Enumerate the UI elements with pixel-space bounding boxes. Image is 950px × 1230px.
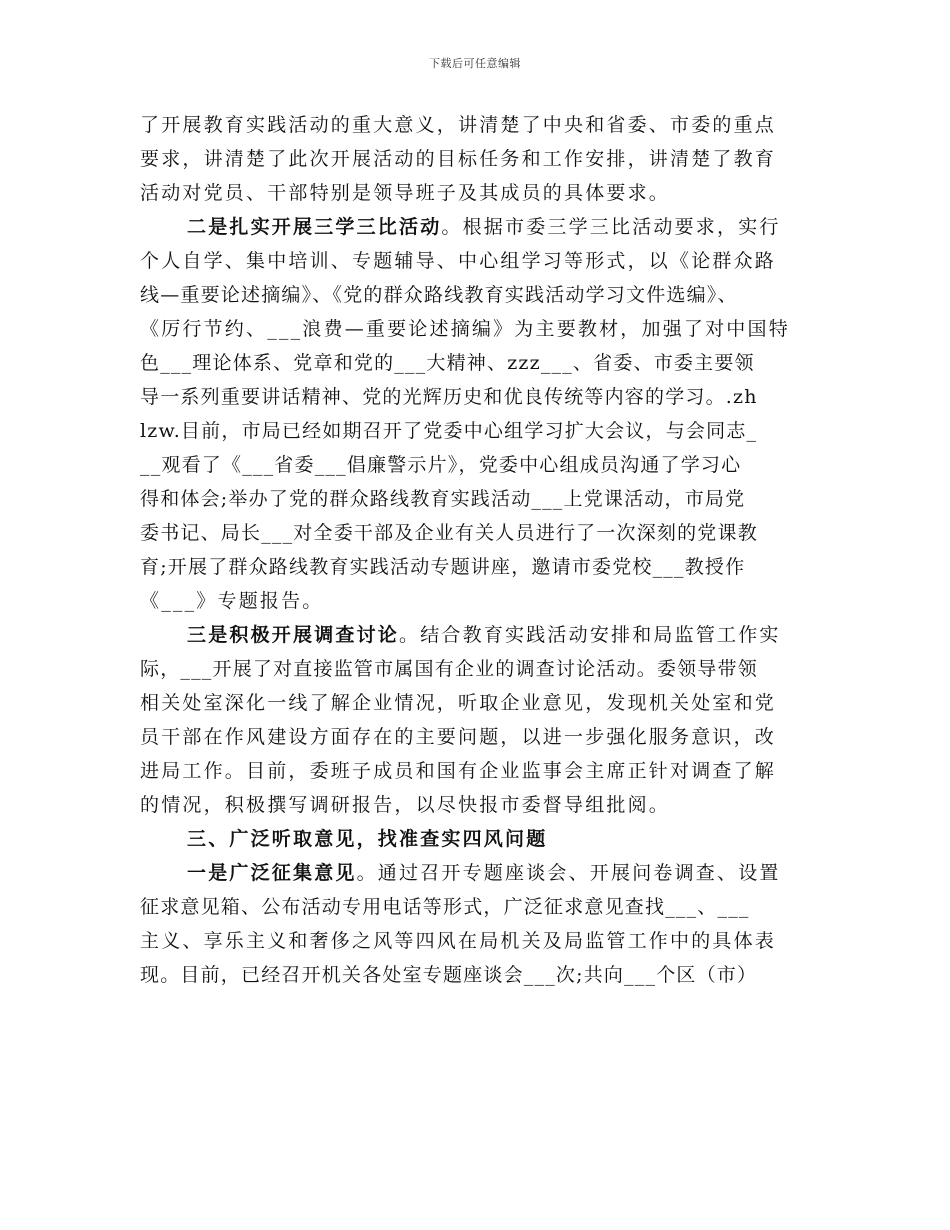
line-text: 育;开展了群众路线教育实践活动专题讲座，邀请市委党校___教授作 [140,556,746,578]
line-text: 。根据市委三学三比活动要求，实行 [441,216,781,238]
paragraph-start-line [140,856,815,890]
text-line [140,108,815,142]
text-line [140,448,815,482]
section-heading-line [140,822,815,856]
line-text: 际，___开展了对直接监管市属国有企业的调查讨论活动。委领导带领 [140,658,758,680]
line-text: 要求，讲清楚了此次开展活动的目标任务和工作安排，讲清楚了教育 [140,148,777,170]
line-text: 《___》专题报告。 [140,590,324,612]
line-text: 《厉行节约、___浪费—重要论述摘编》为主要教材，加强了对中国特 [140,318,790,340]
line-text: lzw.目前，市局已经如期召开了党委中心组学习扩大会议，与会同志_ [140,420,758,442]
text-line [140,958,815,992]
line-text: 。通过召开专题座谈会、开展问卷调查、设置 [356,862,781,884]
text-line [140,176,815,210]
text-line [140,686,815,720]
text-line [140,482,815,516]
line-text: 色___理论体系、党章和党的___大精神、zzz___、省委、市委主要领 [140,352,755,374]
text-line [140,890,815,924]
line-text: 活动对党员、干部特别是领导班子及其成员的具体要求。 [140,182,671,204]
line-text: 的情况，积极撰写调研报告，以尽快报市委督导组批阅。 [140,794,671,816]
text-line [140,346,815,380]
text-line [140,550,815,584]
line-text: 现。目前，已经召开机关各处室专题座谈会___次;共向___个区（市） [140,964,758,986]
line-text: 个人自学、集中培训、专题辅导、中心组学习等形式，以《论群众路 [140,250,777,272]
paragraph-heading: 三是积极开展调查讨论 [187,624,400,646]
section-heading: 三、广泛听取意见，找准查实四风问题 [187,828,548,850]
paragraph-heading: 二是扎实开展三学三比活动 [187,216,442,238]
text-line [140,720,815,754]
line-text: 主义、享乐主义和奢侈之风等四风在局机关及局监管工作中的具体表 [140,930,777,952]
text-line [140,924,815,958]
text-line [140,652,815,686]
line-text: 进局工作。目前，委班子成员和国有企业监事会主席正针对调查了解 [140,760,777,782]
line-text: 得和体会;举办了党的群众路线教育实践活动___上党课活动，市局党 [140,488,746,510]
paragraph-start-line [140,618,815,652]
text-line [140,142,815,176]
text-line [140,754,815,788]
text-line [140,414,815,448]
line-text: 员干部在作风建设方面存在的主要问题，以进一步强化服务意识，改 [140,726,777,748]
text-line [140,516,815,550]
text-line [140,584,815,618]
text-line [140,380,815,414]
line-text: 了开展教育实践活动的重大意义，讲清楚了中央和省委、市委的重点 [140,114,777,136]
page-header-note: 下载后可任意编辑 [429,57,521,70]
text-line [140,312,815,346]
line-text: __观看了《___省委___倡廉警示片》，党委中心组成员沟通了学习心 [140,454,742,476]
line-text: 线—重要论述摘编》、《党的群众路线教育实践活动学习文件选编》、 [140,284,738,306]
line-text: 。结合教育实践活动安排和局监管工作实 [399,624,781,646]
line-text: 导一系列重要讲话精神、党的光辉历史和优良传统等内容的学习。.zh [140,386,758,408]
line-text: 相关处室深化一线了解企业情况，听取企业意见，发现机关处室和党 [140,692,777,714]
line-text: 委书记、局长___对全委干部及企业有关人员进行了一次深刻的党课教 [140,522,758,544]
text-line [140,244,815,278]
text-line [140,278,815,312]
paragraph-start-line [140,210,815,244]
paragraph-heading: 一是广泛征集意见 [187,862,357,884]
line-text: 征求意见箱、公布活动专用电话等形式，广泛征求意见查找___、___ [140,896,750,918]
text-line [140,788,815,822]
document-body [140,108,815,992]
